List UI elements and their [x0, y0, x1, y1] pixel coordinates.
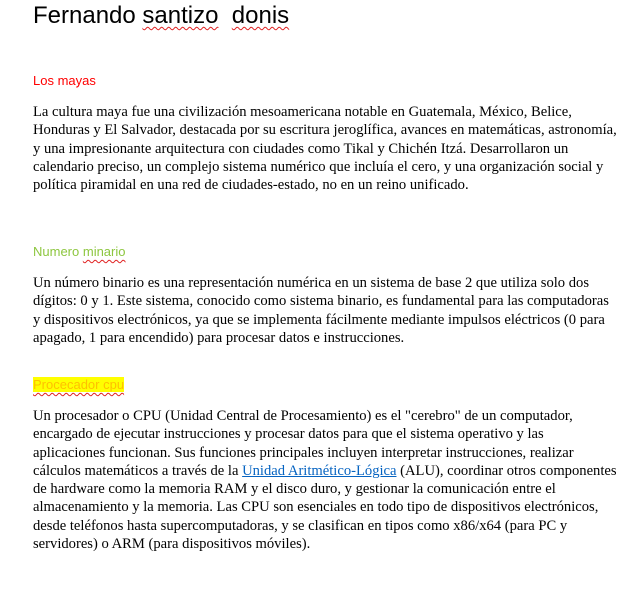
alu-hyperlink[interactable]: Unidad Aritmético-Lógica: [242, 462, 397, 479]
heading-minario-word: minario: [82, 244, 126, 259]
cpu-text-before-link: Un procesador o CPU (Unidad Central de Procesamiento) es el "cerebro" de un computador, encargado de ejecutar instrucciones y procesar datos para que el sistema operativo y las aplicaciones funcionan. Sus funciones principales incluyen interpretar instrucciones, realizar cálculos matemáticos a través de la: [33, 408, 574, 479]
title-spacing: [218, 2, 231, 29]
title-surname-1: santizo: [142, 2, 219, 29]
cpu-text-after-link: (ALU), coordinar otros componentes de hardware como la memoria RAM y el disco duro, y gestionar la comunicación entre el almacenamiento y la memoria. Las CPU son esenciales en todo tipo de dispositivos electrónicos, desde teléfonos hasta supercomputadoras, y se clasifican en tipos como x86/x64 (para PC y servidores) o ARM (para dispositivos móviles).: [33, 462, 617, 553]
paragraph-los-mayas: La cultura maya fue una civilización mesoamericana notable en Guatemala, México, Belice, Honduras y El Salvador, destacada por su escritura jeroglífica, avances en matemáticas, astronomía, y una impresionante arquitectura con ciudades como Tikal y Chichén Itzá. Desarrollaron un calendario preciso, un complejo sistema numérico que incluía el cero, y una organización social y política piramidal en una red de ciudades-estado, no en un reino unificado.: [33, 104, 617, 194]
title-first-name: Fernando: [33, 2, 143, 29]
heading-numero-word: Numero: [33, 244, 83, 259]
document-title: [33, 2, 289, 30]
heading-los-mayas: Los mayas: [33, 73, 96, 88]
heading-procesador-cpu: [33, 377, 124, 393]
title-surname-2: donis: [231, 2, 290, 29]
heading-numero-binario: [33, 244, 125, 260]
paragraph-numero-binario: Un número binario es una representación numérica en un sistema de base 2 que utiliza solo dos dígitos: 0 y 1. Este sistema, conocido como sistema binario, es fundamental para las computadoras y dispositivos electrónicos, ya que se implementa fácilmente mediante impulsos eléctricos (0 para apagado, 1 para encendido) para procesar datos e instrucciones.: [33, 275, 609, 346]
paragraph-procesador-cpu: [33, 407, 619, 553]
heading-cpu-highlighted: Procecador cpu: [33, 377, 125, 392]
